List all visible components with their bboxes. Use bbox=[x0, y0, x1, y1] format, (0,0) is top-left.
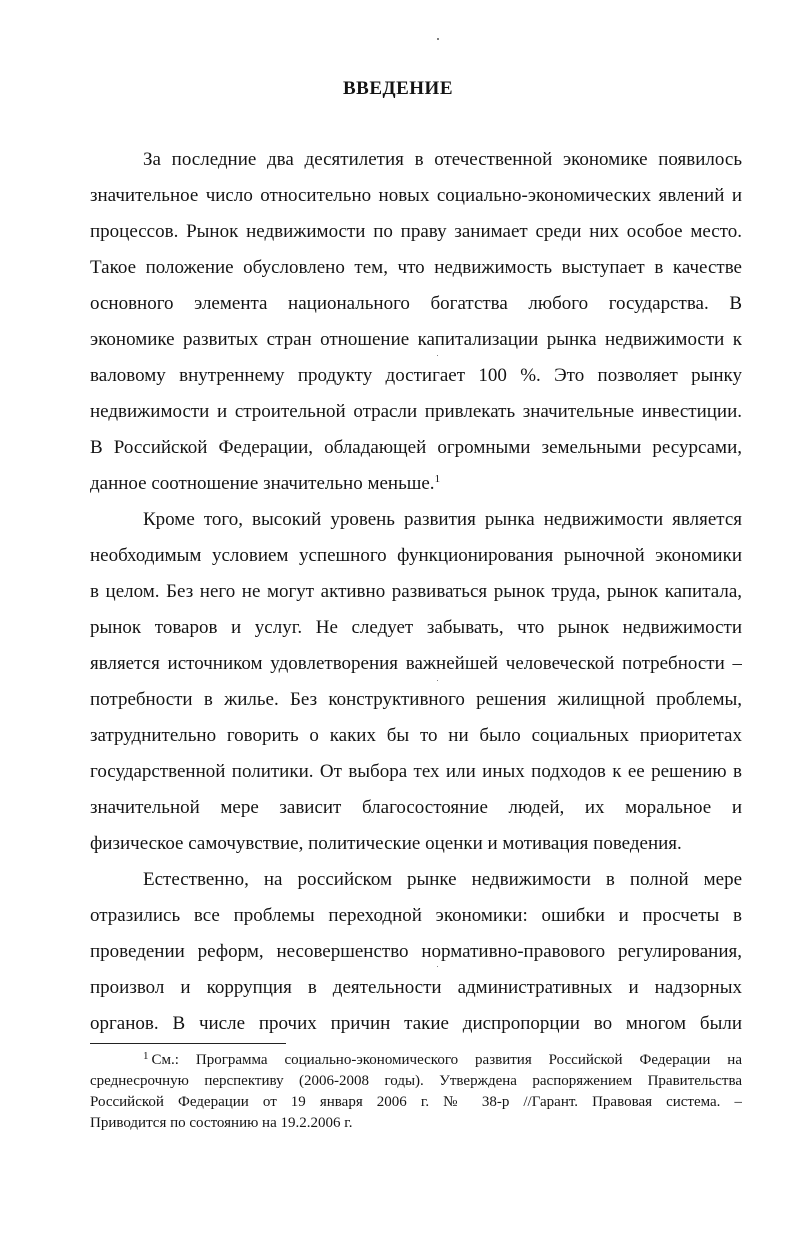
text-line: в целом. Без него не могут активно развиваться рынок труда, рынок капитала, bbox=[90, 581, 742, 602]
text-line-content: данное соотношение значительно меньше. bbox=[90, 473, 435, 494]
text-line: государственной политики. От выбора тех или иных подходов к ее решению в bbox=[90, 761, 742, 782]
text-line: органов. В числе прочих причин такие диспропорции во многом были bbox=[90, 1013, 742, 1034]
footnote-line bbox=[90, 1050, 742, 1071]
text-line: В Российской Федерации, обладающей огромными земельными ресурсами, bbox=[90, 437, 742, 458]
paragraph-2 bbox=[90, 502, 742, 862]
footnote-line: среднесрочную перспективу (2006-2008 годы). Утверждена распоряжением Правительства bbox=[90, 1073, 742, 1089]
text-line bbox=[90, 466, 742, 502]
footnote-mark: 1 bbox=[143, 1050, 149, 1062]
text-line: значительное число относительно новых социально-экономических явлений и bbox=[90, 185, 742, 206]
text-line: валовому внутреннему продукту достигает 100 %. Это позволяет рынку bbox=[90, 365, 742, 386]
text-line: потребности в жилье. Без конструктивного решения жилищной проблемы, bbox=[90, 689, 742, 710]
footnote-line: Российской Федерации от 19 января 2006 г. № 38-р //Гарант. Правовая система. – bbox=[90, 1094, 742, 1110]
footnote bbox=[90, 1050, 742, 1134]
text-line: отразились все проблемы переходной экономики: ошибки и просчеты в bbox=[90, 905, 742, 926]
text-line: основного элемента национального богатства любого государства. В bbox=[90, 293, 742, 314]
footnote-divider bbox=[90, 1043, 286, 1044]
scan-speck bbox=[437, 38, 439, 40]
text-line: экономике развитых стран отношение капитализации рынка недвижимости к bbox=[90, 329, 742, 350]
text-line: процессов. Рынок недвижимости по праву занимает среди них особое место. bbox=[90, 221, 742, 242]
text-line: недвижимости и строительной отрасли привлекать значительные инвестиции. bbox=[90, 401, 742, 422]
text-line: произвол и коррупция в деятельности административных и надзорных bbox=[90, 977, 742, 998]
text-line: затруднительно говорить о каких бы то ни было социальных приоритетах bbox=[90, 725, 742, 746]
text-line: проведении реформ, несовершенство нормативно-правового регулирования, bbox=[90, 941, 742, 962]
text-line: Такое положение обусловлено тем, что недвижимость выступает в качестве bbox=[90, 257, 742, 278]
text-line: Кроме того, высокий уровень развития рынка недвижимости является bbox=[143, 509, 742, 530]
text-line: Естественно, на российском рынке недвижимости в полной мере bbox=[143, 869, 742, 890]
paragraph-3 bbox=[90, 862, 742, 1042]
text-line: физическое самочувствие, политические оценки и мотивация поведения. bbox=[90, 833, 682, 854]
text-line: значительной мере зависит благосостояние людей, их моральное и bbox=[90, 797, 742, 818]
footnote-line: Приводится по состоянию на 19.2.2006 г. bbox=[90, 1115, 353, 1131]
text-line: За последние два десятилетия в отечественной экономике появилось bbox=[143, 149, 742, 170]
paragraph-1 bbox=[90, 142, 742, 502]
footnote-reference: 1 bbox=[434, 473, 441, 485]
page-title: ВВЕДЕНИЕ bbox=[343, 78, 453, 99]
body-text bbox=[90, 142, 742, 1042]
text-line: является источником удовлетворения важнейшей человеческой потребности – bbox=[90, 653, 742, 674]
text-line: рынок товаров и услуг. Не следует забывать, что рынок недвижимости bbox=[90, 617, 742, 638]
text-line: необходимым условием успешного функционирования рыночной экономики bbox=[90, 545, 742, 566]
footnote-line-content: См.: Программа социально-экономического развития Российской Федерации на bbox=[151, 1052, 742, 1068]
